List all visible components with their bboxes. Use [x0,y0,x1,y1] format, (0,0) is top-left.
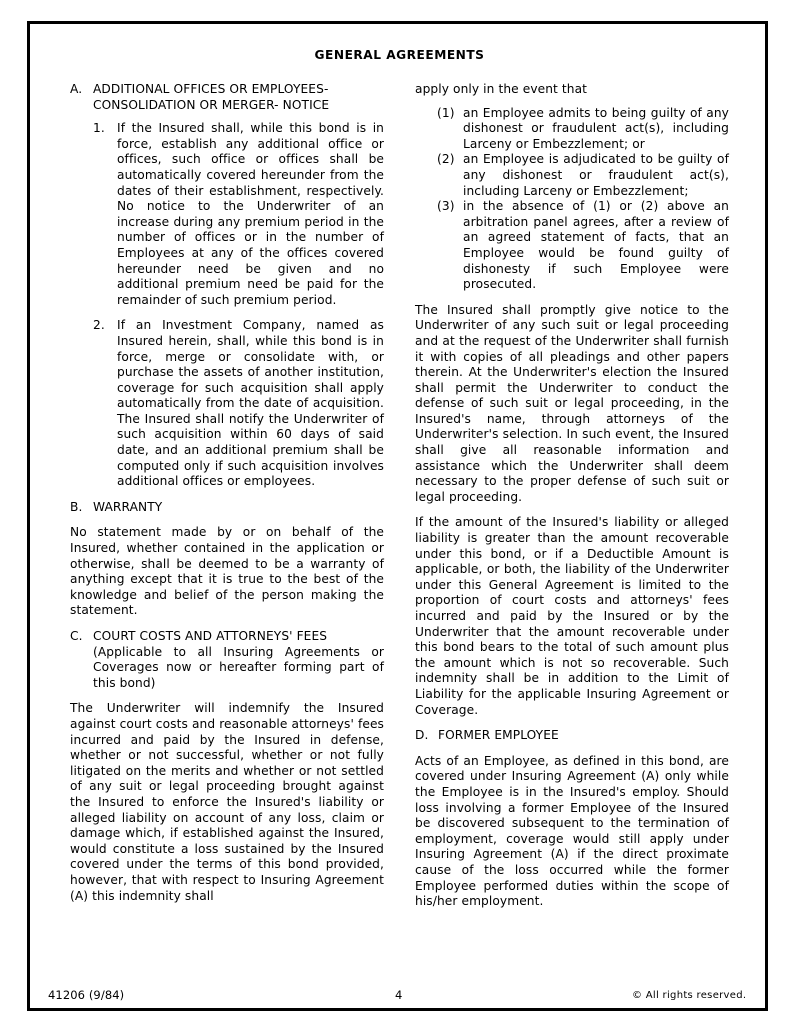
section-d-title: FORMER EMPLOYEE [438,728,559,743]
copyright-notice: © All rights reserved. [632,990,747,1001]
condition-number: (1) [437,105,455,120]
section-c-heading [70,629,384,645]
condition-number: (2) [437,152,455,167]
condition-item-1 [415,106,729,153]
section-b-title: WARRANTY [93,499,163,514]
section-c-note: (Applicable to all Insuring Agreements or Coverages now or hereafter forming part of this bond) [93,644,384,690]
section-a-item-1 [70,121,384,308]
liability-paragraph: If the amount of the Insured's liability or alleged liability is greater than the amount recoverable under this bond, or if a Deductible Amount is applicable, or both, the liability of the Underwriter under this General Agreement is limited to the proportion of court costs and attorneys' fees incurred and paid by the Insured or by the Underwriter that the amount recoverable under this bond bears to the total of such amount plus the amount which is not so recoverable. Such indemnity shall be in addition to the Limit of Liability for the applicable Insuring Agreement or Coverage. [415,515,729,717]
section-c-title: COURT COSTS AND ATTORNEYS' FEES [93,629,328,643]
section-b-text: No statement made by or on behalf of the Insured, whether contained in the application or otherwise, shall be deemed to be a warranty of anything except that it is true to the best of the knowledge and belief of the person making the statement. [70,525,384,618]
continued-text: apply only in the event that [415,82,588,96]
left-column [70,82,384,904]
section-c-letter: C. [70,629,83,643]
section-a-heading [70,82,384,113]
item-number: 2. [93,318,105,333]
condition-item-3 [415,199,729,293]
section-d-text: Acts of an Employee, as defined in this bond, are covered under Insuring Agreement (A) only while the Employee is in the Insured's employ. Should loss involving a former Employee of the Insured be discovered subsequent to the termination of employment, coverage would still apply under Insuring Agreement (A) if the direct proximate cause of the loss occurred while the former Employee performed duties within the scope of his/her employment. [415,753,729,909]
section-d-letter: D. [415,728,429,743]
item-number: 1. [93,121,105,136]
section-a-title: ADDITIONAL OFFICES OR EMPLOYEES- CONSOLIDATION OR MERGER- NOTICE [93,82,330,112]
section-c-text: The Underwriter will indemnify the Insured against court costs and reasonable attorneys' fees incurred and paid by the Insured in defense, whether or not successful, whether or not fully litigated on the merits and whether or not settled of any suit or legal proceeding brought against the Insured to enforce the Insured's liability or alleged liability on account of any loss, claim or damage which, if established against the Insured, would constitute a loss sustained by the Insured covered under the terms of this bond provided, however, that with respect to Insuring Agreement (A) this indemnity shall [70,701,384,903]
form-number: 41206 (9/84) [48,988,125,1002]
right-column [415,82,729,910]
section-b-heading [70,500,384,516]
condition-item-2 [415,152,729,199]
condition-number: (3) [437,199,455,214]
section-a-letter: A. [70,82,83,96]
condition-text: an Employee is adjudicated to be guilty of any dishonest or fraudulent act(s), including Larceny or Embezzlement; [463,152,729,198]
condition-text: in the absence of (1) or (2) above an arbitration panel agrees, after a review of an agreed statement of facts, that an Employee would be found guilty of dishonesty if such Employee were prosecuted. [463,199,729,292]
page-title: GENERAL AGREEMENTS [314,48,485,62]
section-b-letter: B. [70,499,83,514]
condition-text: an Employee admits to being guilty of any dishonest or fraudulent act(s), including Larceny or Embezzlement; or [463,105,729,151]
item-text: If the Insured shall, while this bond is in force, establish any additional office or offices, such office or offices shall be automatically covered hereunder from the dates of their establishment, respectively. No notice to the Underwriter of an increase during any premium period in the number of offices or in the number of Employees at any of the offices covered hereunder need be given and no additional premium need be paid for the remainder of such premium period. [117,121,384,307]
page-number: 4 [395,988,403,1002]
item-text: If an Investment Company, named as Insured herein, shall, while this bond is in force, merge or consolidate with, or purchase the assets of another institution, coverage for such acquisition shall apply automatically from the date of acquisition. The Insured shall notify the Underwriter of such acquisition within 60 days of said date, and an additional premium shall be computed only if such acquisition involves additional offices or employees. [117,318,384,489]
section-a-item-2 [70,318,384,490]
notice-paragraph: The Insured shall promptly give notice to the Underwriter of any such suit or legal proceeding and at the request of the Underwriter shall furnish it with copies of all pleadings and other papers therein. At the Underwriter's election the Insured shall permit the Underwriter to conduct the defense of such suit or legal proceeding, in the Insured's name, through attorneys of the Underwriter's selection. In such event, the Insured shall give all reasonable information and assistance which the Underwriter shall deem necessary to the proper defense of such suit or legal proceeding. [415,302,729,504]
section-d-heading [415,728,729,744]
